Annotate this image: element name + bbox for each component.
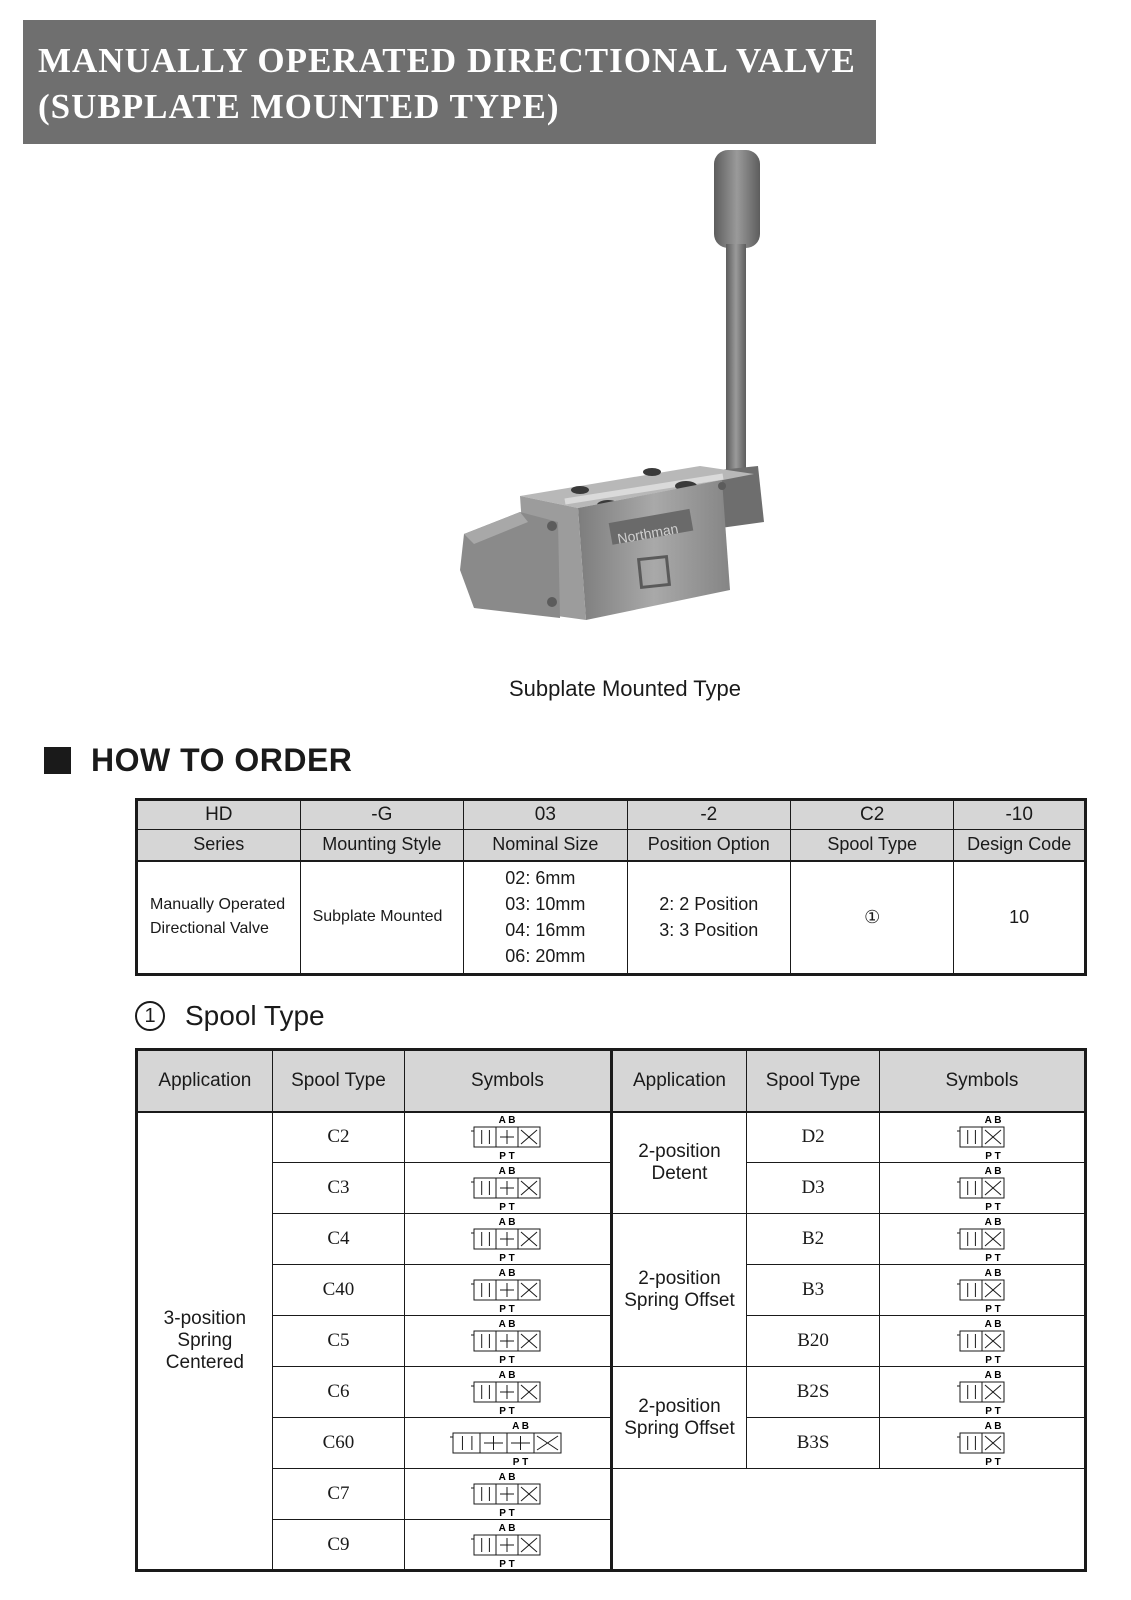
header-symbols: Symbols xyxy=(879,1050,1085,1112)
hydraulic-symbol-icon xyxy=(405,1367,611,1418)
order-code-row xyxy=(137,800,1086,830)
port-label-ab: A B xyxy=(498,1319,516,1330)
hydraulic-symbol-icon xyxy=(405,1469,611,1520)
hydraulic-symbol-icon xyxy=(405,1112,611,1163)
port-label-ab: A B xyxy=(984,1166,1002,1177)
hydraulic-symbol-icon xyxy=(405,1163,611,1214)
application-2pos-detent: 2-position Detent xyxy=(611,1112,747,1214)
port-label-pt: P T xyxy=(985,1406,1001,1416)
port-label-ab: A B xyxy=(498,1166,516,1177)
table-row xyxy=(137,1469,1086,1520)
label-cell: Design Code xyxy=(954,830,1086,861)
order-code-table xyxy=(135,798,1087,976)
spool-code: B2 xyxy=(747,1214,879,1265)
spool-description: ① xyxy=(791,861,954,975)
header-symbols: Symbols xyxy=(405,1050,611,1112)
how-to-order-heading xyxy=(44,742,352,778)
spool-header-row xyxy=(137,1050,1086,1112)
description-line: 3: 3 Position xyxy=(659,920,759,941)
port-label-pt: P T xyxy=(499,1151,516,1162)
code-cell: -10 xyxy=(954,800,1086,830)
port-label-pt: P T xyxy=(513,1457,529,1467)
port-label-pt: P T xyxy=(499,1202,516,1212)
how-to-order-title: HOW TO ORDER xyxy=(91,741,353,778)
size-description xyxy=(464,861,627,975)
description-line: 04: 16mm xyxy=(505,920,586,941)
code-cell: -G xyxy=(300,800,464,830)
port-label-ab: A B xyxy=(498,1522,516,1534)
port-label-ab: A B xyxy=(984,1319,1002,1330)
hydraulic-symbol-icon xyxy=(879,1418,1085,1469)
port-label-pt: P T xyxy=(499,1508,516,1518)
table-row xyxy=(137,1316,1086,1367)
code-cell: HD xyxy=(137,800,301,830)
port-label-pt: P T xyxy=(985,1202,1001,1212)
spool-code: C60 xyxy=(272,1418,404,1469)
label-cell: Spool Type xyxy=(791,830,954,861)
spool-code: C40 xyxy=(272,1265,404,1316)
port-label-pt: P T xyxy=(499,1355,516,1365)
port-label-pt: P T xyxy=(985,1304,1001,1314)
port-label-ab: A B xyxy=(498,1268,516,1279)
spool-code: C9 xyxy=(272,1520,404,1571)
order-description-row xyxy=(137,861,1086,975)
spool-type-title: Spool Type xyxy=(185,1000,325,1031)
spool-code: C4 xyxy=(272,1214,404,1265)
code-cell: -2 xyxy=(627,800,790,830)
spool-code: C3 xyxy=(272,1163,404,1214)
port-label-ab: A B xyxy=(984,1421,1002,1432)
hydraulic-symbol-icon xyxy=(879,1367,1085,1418)
table-row xyxy=(137,1265,1086,1316)
port-label-ab: A B xyxy=(498,1370,516,1381)
title-banner xyxy=(23,20,876,144)
port-label-ab: A B xyxy=(984,1268,1002,1279)
product-caption: Subplate Mounted Type xyxy=(509,676,741,701)
description-line: 2: 2 Position xyxy=(659,894,759,915)
header-spool-type: Spool Type xyxy=(747,1050,879,1112)
label-cell: Series xyxy=(137,830,301,861)
series-description xyxy=(137,861,301,975)
port-label-ab: A B xyxy=(512,1421,530,1432)
code-cell: 03 xyxy=(464,800,627,830)
port-label-ab: A B xyxy=(984,1217,1002,1228)
hydraulic-symbol-icon xyxy=(879,1265,1085,1316)
spool-code: C6 xyxy=(272,1367,404,1418)
spool-code: B3 xyxy=(747,1265,879,1316)
title-line-1: MANUALLY OPERATED DIRECTIONAL VALVE xyxy=(38,41,856,80)
description-line: 06: 20mm xyxy=(505,946,586,967)
table-row xyxy=(137,1214,1086,1265)
title-line-2: (SUBPLATE MOUNTED TYPE) xyxy=(38,87,560,126)
spool-code: C5 xyxy=(272,1316,404,1367)
description-line: Manually Operated xyxy=(150,896,286,914)
hydraulic-symbol-icon xyxy=(879,1214,1085,1265)
label-cell: Mounting Style xyxy=(300,830,464,861)
port-label-ab: A B xyxy=(498,1472,516,1483)
port-label-ab: A B xyxy=(498,1217,516,1228)
application-2pos-spring-offset: 2-position Spring Offset xyxy=(611,1367,747,1469)
spool-code: D2 xyxy=(747,1112,879,1163)
port-label-pt: P T xyxy=(985,1355,1001,1365)
hydraulic-symbol-icon xyxy=(879,1112,1085,1163)
port-label-pt: P T xyxy=(499,1406,516,1416)
port-label-ab: A B xyxy=(498,1115,516,1127)
spool-type-heading xyxy=(135,1000,325,1032)
spool-type-table xyxy=(135,1048,1087,1572)
description-line: 02: 6mm xyxy=(505,868,576,889)
spool-code: C2 xyxy=(272,1112,404,1163)
spool-code: B20 xyxy=(747,1316,879,1367)
table-row xyxy=(137,1367,1086,1418)
port-label-pt: P T xyxy=(499,1304,516,1314)
brand-label: Northman xyxy=(616,520,680,547)
application-3pos-spring-centered: 3-position Spring Centered xyxy=(137,1112,273,1571)
header-application: Application xyxy=(611,1050,747,1112)
hydraulic-symbol-icon xyxy=(405,1316,611,1367)
label-cell: Nominal Size xyxy=(464,830,627,861)
code-cell: C2 xyxy=(791,800,954,830)
valve-product-image xyxy=(460,150,800,650)
circled-number-icon: 1 xyxy=(135,1001,165,1031)
hydraulic-symbol-icon xyxy=(405,1265,611,1316)
hydraulic-symbol-icon xyxy=(879,1316,1085,1367)
mounting-description xyxy=(300,861,464,975)
port-label-ab: A B xyxy=(984,1370,1002,1381)
empty-cell xyxy=(611,1469,1085,1571)
port-label-pt: P T xyxy=(499,1558,516,1569)
table-row xyxy=(137,1112,1086,1163)
spool-code: C7 xyxy=(272,1469,404,1520)
table-row xyxy=(137,1418,1086,1469)
hydraulic-symbol-icon xyxy=(405,1520,611,1571)
order-label-row xyxy=(137,830,1086,861)
design-description: 10 xyxy=(954,861,1086,975)
port-label-ab: A B xyxy=(984,1115,1002,1127)
table-row xyxy=(137,1163,1086,1214)
port-label-pt: P T xyxy=(985,1151,1001,1162)
hydraulic-symbol-icon xyxy=(405,1418,611,1469)
hydraulic-symbol-icon xyxy=(405,1214,611,1265)
port-label-pt: P T xyxy=(499,1253,516,1263)
description-line: Subplate Mounted xyxy=(312,908,443,926)
square-bullet-icon xyxy=(44,747,71,774)
port-label-pt: P T xyxy=(985,1253,1001,1263)
position-description xyxy=(627,861,790,975)
spool-code: B2S xyxy=(747,1367,879,1418)
description-line: 03: 10mm xyxy=(505,894,586,915)
port-label-pt: P T xyxy=(985,1457,1001,1467)
label-cell: Position Option xyxy=(627,830,790,861)
hydraulic-symbol-icon xyxy=(879,1163,1085,1214)
spool-code: B3S xyxy=(747,1418,879,1469)
header-application: Application xyxy=(137,1050,273,1112)
description-line: Directional Valve xyxy=(150,920,269,938)
header-spool-type: Spool Type xyxy=(272,1050,404,1112)
application-2pos-spring-offset: 2-position Spring Offset xyxy=(611,1214,747,1367)
spool-code: D3 xyxy=(747,1163,879,1214)
